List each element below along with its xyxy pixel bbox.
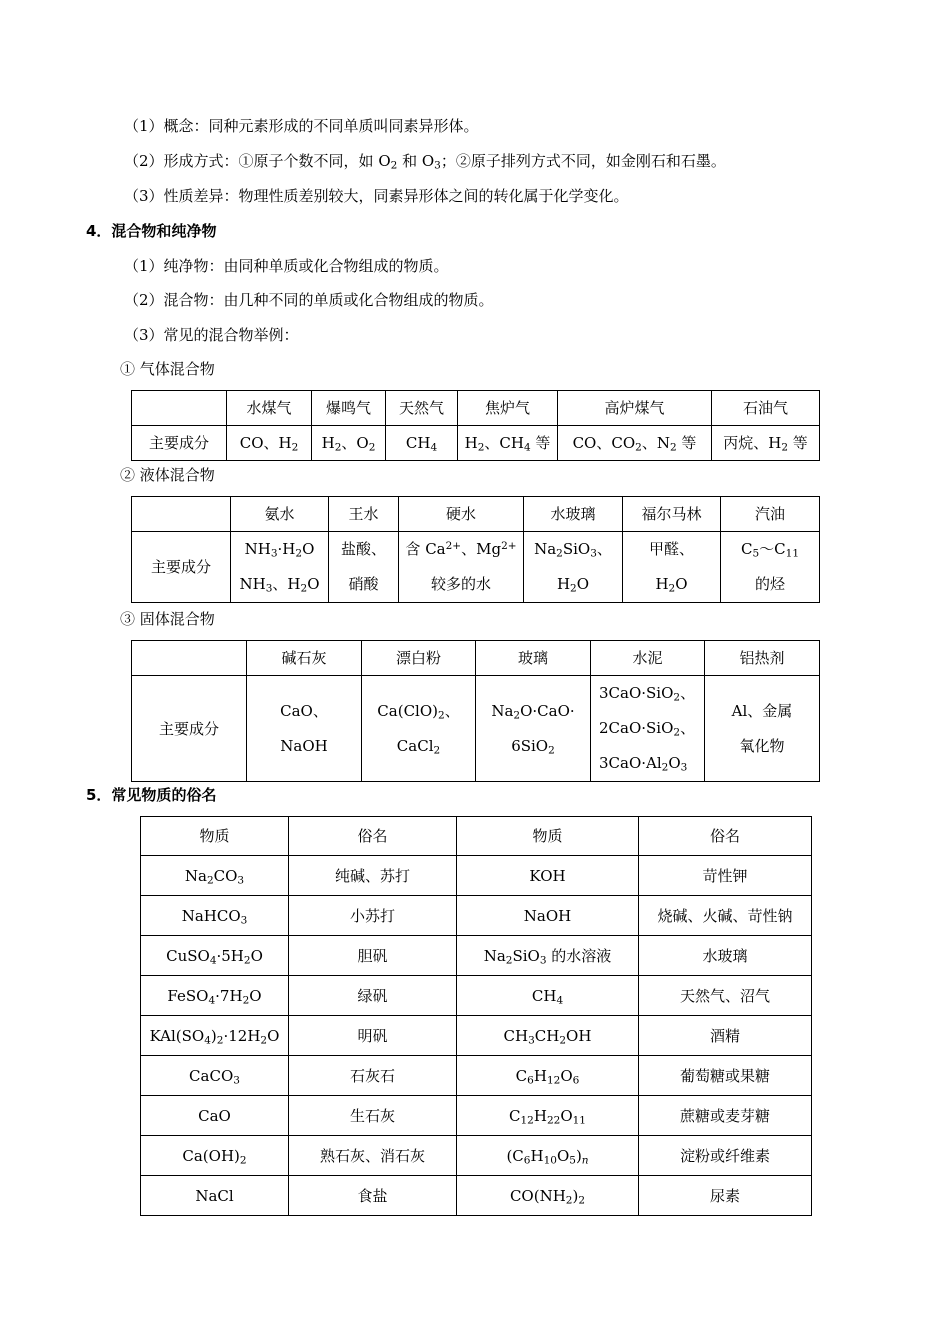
common-name-cell: 淀粉或纤维素 xyxy=(639,1136,812,1176)
table-cell: $Ca(ClO)_2$、 CaCl$_2$ xyxy=(362,676,476,782)
common-name-cell: 生石灰 xyxy=(289,1096,457,1136)
property-line: （3）性质差异：物理性质差别较大，同素异形体之间的转化属于化学变化。 xyxy=(124,187,629,205)
row-label: 主要成分 xyxy=(132,676,247,782)
table-row xyxy=(132,426,820,461)
formation-line: （2）形成方式：①原子个数不同，如 $O_2$ 和 $O_3$；②原子排列方式不同，如金刚石和石墨。 xyxy=(124,152,726,172)
header-cell: 碱石灰 xyxy=(247,641,362,676)
common-name-cell: 酒精 xyxy=(639,1016,812,1056)
header-cell: 王水 xyxy=(329,497,399,532)
concept-line: （1）概念：同种元素形成的不同单质叫同素异形体。 xyxy=(124,117,479,135)
pure-substance-line: （1）纯净物：由同种单质或化合物组成的物质。 xyxy=(124,257,449,275)
common-name-cell: 小苏打 xyxy=(289,896,457,936)
substance-cell: $CH_3CH_2OH$ xyxy=(457,1016,639,1056)
solid-mixture-label: ③ 固体混合物 xyxy=(120,610,215,628)
table-cell: 甲醛、 $H_2O$ xyxy=(623,532,721,603)
liquid-mixture-label: ② 液体混合物 xyxy=(120,466,215,484)
header-cell: 高炉煤气 xyxy=(558,391,712,426)
table-cell: CO、$H_2$ xyxy=(227,426,312,461)
substance-cell: $(C_6H_{10}O_5)_n$ xyxy=(457,1136,639,1176)
substance-cell: $C_{12}H_{22}O_{11}$ xyxy=(457,1096,639,1136)
header-cell: 天然气 xyxy=(386,391,458,426)
substance-cell: CaO xyxy=(141,1096,289,1136)
table-cell: CO、$CO_2$、$N_2$ 等 xyxy=(558,426,712,461)
table-row xyxy=(141,1176,812,1216)
header-cell: 爆鸣气 xyxy=(312,391,386,426)
substance-cell: CaCO$_3$ xyxy=(141,1056,289,1096)
table-row xyxy=(141,936,812,976)
header-cell: 石油气 xyxy=(712,391,820,426)
substance-cell: $Na_2SiO_3$ 的水溶液 xyxy=(457,936,639,976)
table-cell: CaO、 NaOH xyxy=(247,676,362,782)
header-cell: 汽油 xyxy=(721,497,820,532)
table-row xyxy=(141,1016,812,1056)
substance-cell: $CuSO_4\cdot 5H_2O$ xyxy=(141,936,289,976)
common-name-cell: 蔗糖或麦芽糖 xyxy=(639,1096,812,1136)
common-name-cell: 天然气、沼气 xyxy=(639,976,812,1016)
table-cell: $Na_2SiO_3$、 $H_2O$ xyxy=(524,532,623,603)
header-cell: 铝热剂 xyxy=(705,641,820,676)
header-cell: 漂白粉 xyxy=(362,641,476,676)
table-row xyxy=(132,391,820,426)
table-row xyxy=(141,1056,812,1096)
common-names-table xyxy=(140,816,812,1216)
substance-cell: $CO(NH_2)_2$ xyxy=(457,1176,639,1216)
table-cell: $CH_4$ xyxy=(386,426,458,461)
mixture-line: （2）混合物：由几种不同的单质或化合物组成的物质。 xyxy=(124,291,494,309)
table-cell: $H_2$、$CH_4$ 等 xyxy=(458,426,558,461)
table-row xyxy=(132,532,820,603)
section-5-title: 5．常见物质的俗名 xyxy=(86,786,217,804)
table-row xyxy=(132,676,820,782)
header-cell: 水玻璃 xyxy=(524,497,623,532)
substance-cell: NaHCO$_3$ xyxy=(141,896,289,936)
substance-cell: KOH xyxy=(457,856,639,896)
common-name-cell: 葡萄糖或果糖 xyxy=(639,1056,812,1096)
table-row xyxy=(141,856,812,896)
substance-cell: $C_6H_{12}O_6$ xyxy=(457,1056,639,1096)
header-cell: 玻璃 xyxy=(476,641,591,676)
table-cell: 丙烷、$H_2$ 等 xyxy=(712,426,820,461)
substance-cell: $KAl(SO_4)_2\cdot 12H_2O$ xyxy=(141,1016,289,1056)
table-row xyxy=(141,817,812,856)
common-name-cell: 石灰石 xyxy=(289,1056,457,1096)
common-name-cell: 食盐 xyxy=(289,1176,457,1216)
table-cell: $NH_3\cdot H_2O$ $NH_3$、$H_2O$ xyxy=(231,532,329,603)
substance-cell: $Na_2CO_3$ xyxy=(141,856,289,896)
substance-cell: $FeSO_4\cdot 7H_2O$ xyxy=(141,976,289,1016)
row-label: 主要成分 xyxy=(132,532,231,603)
header-cell: 福尔马林 xyxy=(623,497,721,532)
header-cell: 物质 xyxy=(141,817,289,856)
header-cell: 俗名 xyxy=(639,817,812,856)
common-name-cell: 纯碱、苏打 xyxy=(289,856,457,896)
substance-cell: NaOH xyxy=(457,896,639,936)
common-name-cell: 明矾 xyxy=(289,1016,457,1056)
common-name-cell: 尿素 xyxy=(639,1176,812,1216)
table-row xyxy=(141,976,812,1016)
mixture-examples-line: （3）常见的混合物举例： xyxy=(124,326,299,344)
table-row xyxy=(132,497,820,532)
table-cell: $Na_2O\cdot CaO\cdot$ 6SiO$_2$ xyxy=(476,676,591,782)
section-4-title: 4．混合物和纯净物 xyxy=(86,222,217,240)
header-cell: 焦炉气 xyxy=(458,391,558,426)
common-name-cell: 水玻璃 xyxy=(639,936,812,976)
header-cell: 硬水 xyxy=(399,497,524,532)
header-cell: 水煤气 xyxy=(227,391,312,426)
header-cell: 水泥 xyxy=(591,641,705,676)
common-name-cell: 胆矾 xyxy=(289,936,457,976)
header-cell: 氨水 xyxy=(231,497,329,532)
table-cell: 3CaO·SiO$_2$、 2CaO·SiO$_2$、 $3CaO\cdot Al_2O_3$ xyxy=(591,676,705,782)
table-cell: Al、金属 氧化物 xyxy=(705,676,820,782)
row-label: 主要成分 xyxy=(132,426,227,461)
table-row xyxy=(141,1096,812,1136)
table-row xyxy=(141,1136,812,1176)
common-name-cell: 苛性钾 xyxy=(639,856,812,896)
table-row xyxy=(132,641,820,676)
substance-cell: NaCl xyxy=(141,1176,289,1216)
table-cell: 含 $Ca^{2+}$、$Mg^{2+}$ 较多的水 xyxy=(399,532,524,603)
gas-mixture-label: ① 气体混合物 xyxy=(120,360,215,378)
header-cell: 俗名 xyxy=(289,817,457,856)
substance-cell: $CH_4$ xyxy=(457,976,639,1016)
table-cell: $H_2$、$O_2$ xyxy=(312,426,386,461)
substance-cell: $Ca(OH)_2$ xyxy=(141,1136,289,1176)
common-name-cell: 绿矾 xyxy=(289,976,457,1016)
common-name-cell: 烧碱、火碱、苛性钠 xyxy=(639,896,812,936)
table-cell: $C_5\sim C_{11}$ 的烃 xyxy=(721,532,820,603)
table-cell: 盐酸、 硝酸 xyxy=(329,532,399,603)
common-name-cell: 熟石灰、消石灰 xyxy=(289,1136,457,1176)
solid-mixture-table xyxy=(131,640,820,782)
gas-mixture-table xyxy=(131,390,820,461)
header-cell: 物质 xyxy=(457,817,639,856)
liquid-mixture-table xyxy=(131,496,820,603)
table-row xyxy=(141,896,812,936)
